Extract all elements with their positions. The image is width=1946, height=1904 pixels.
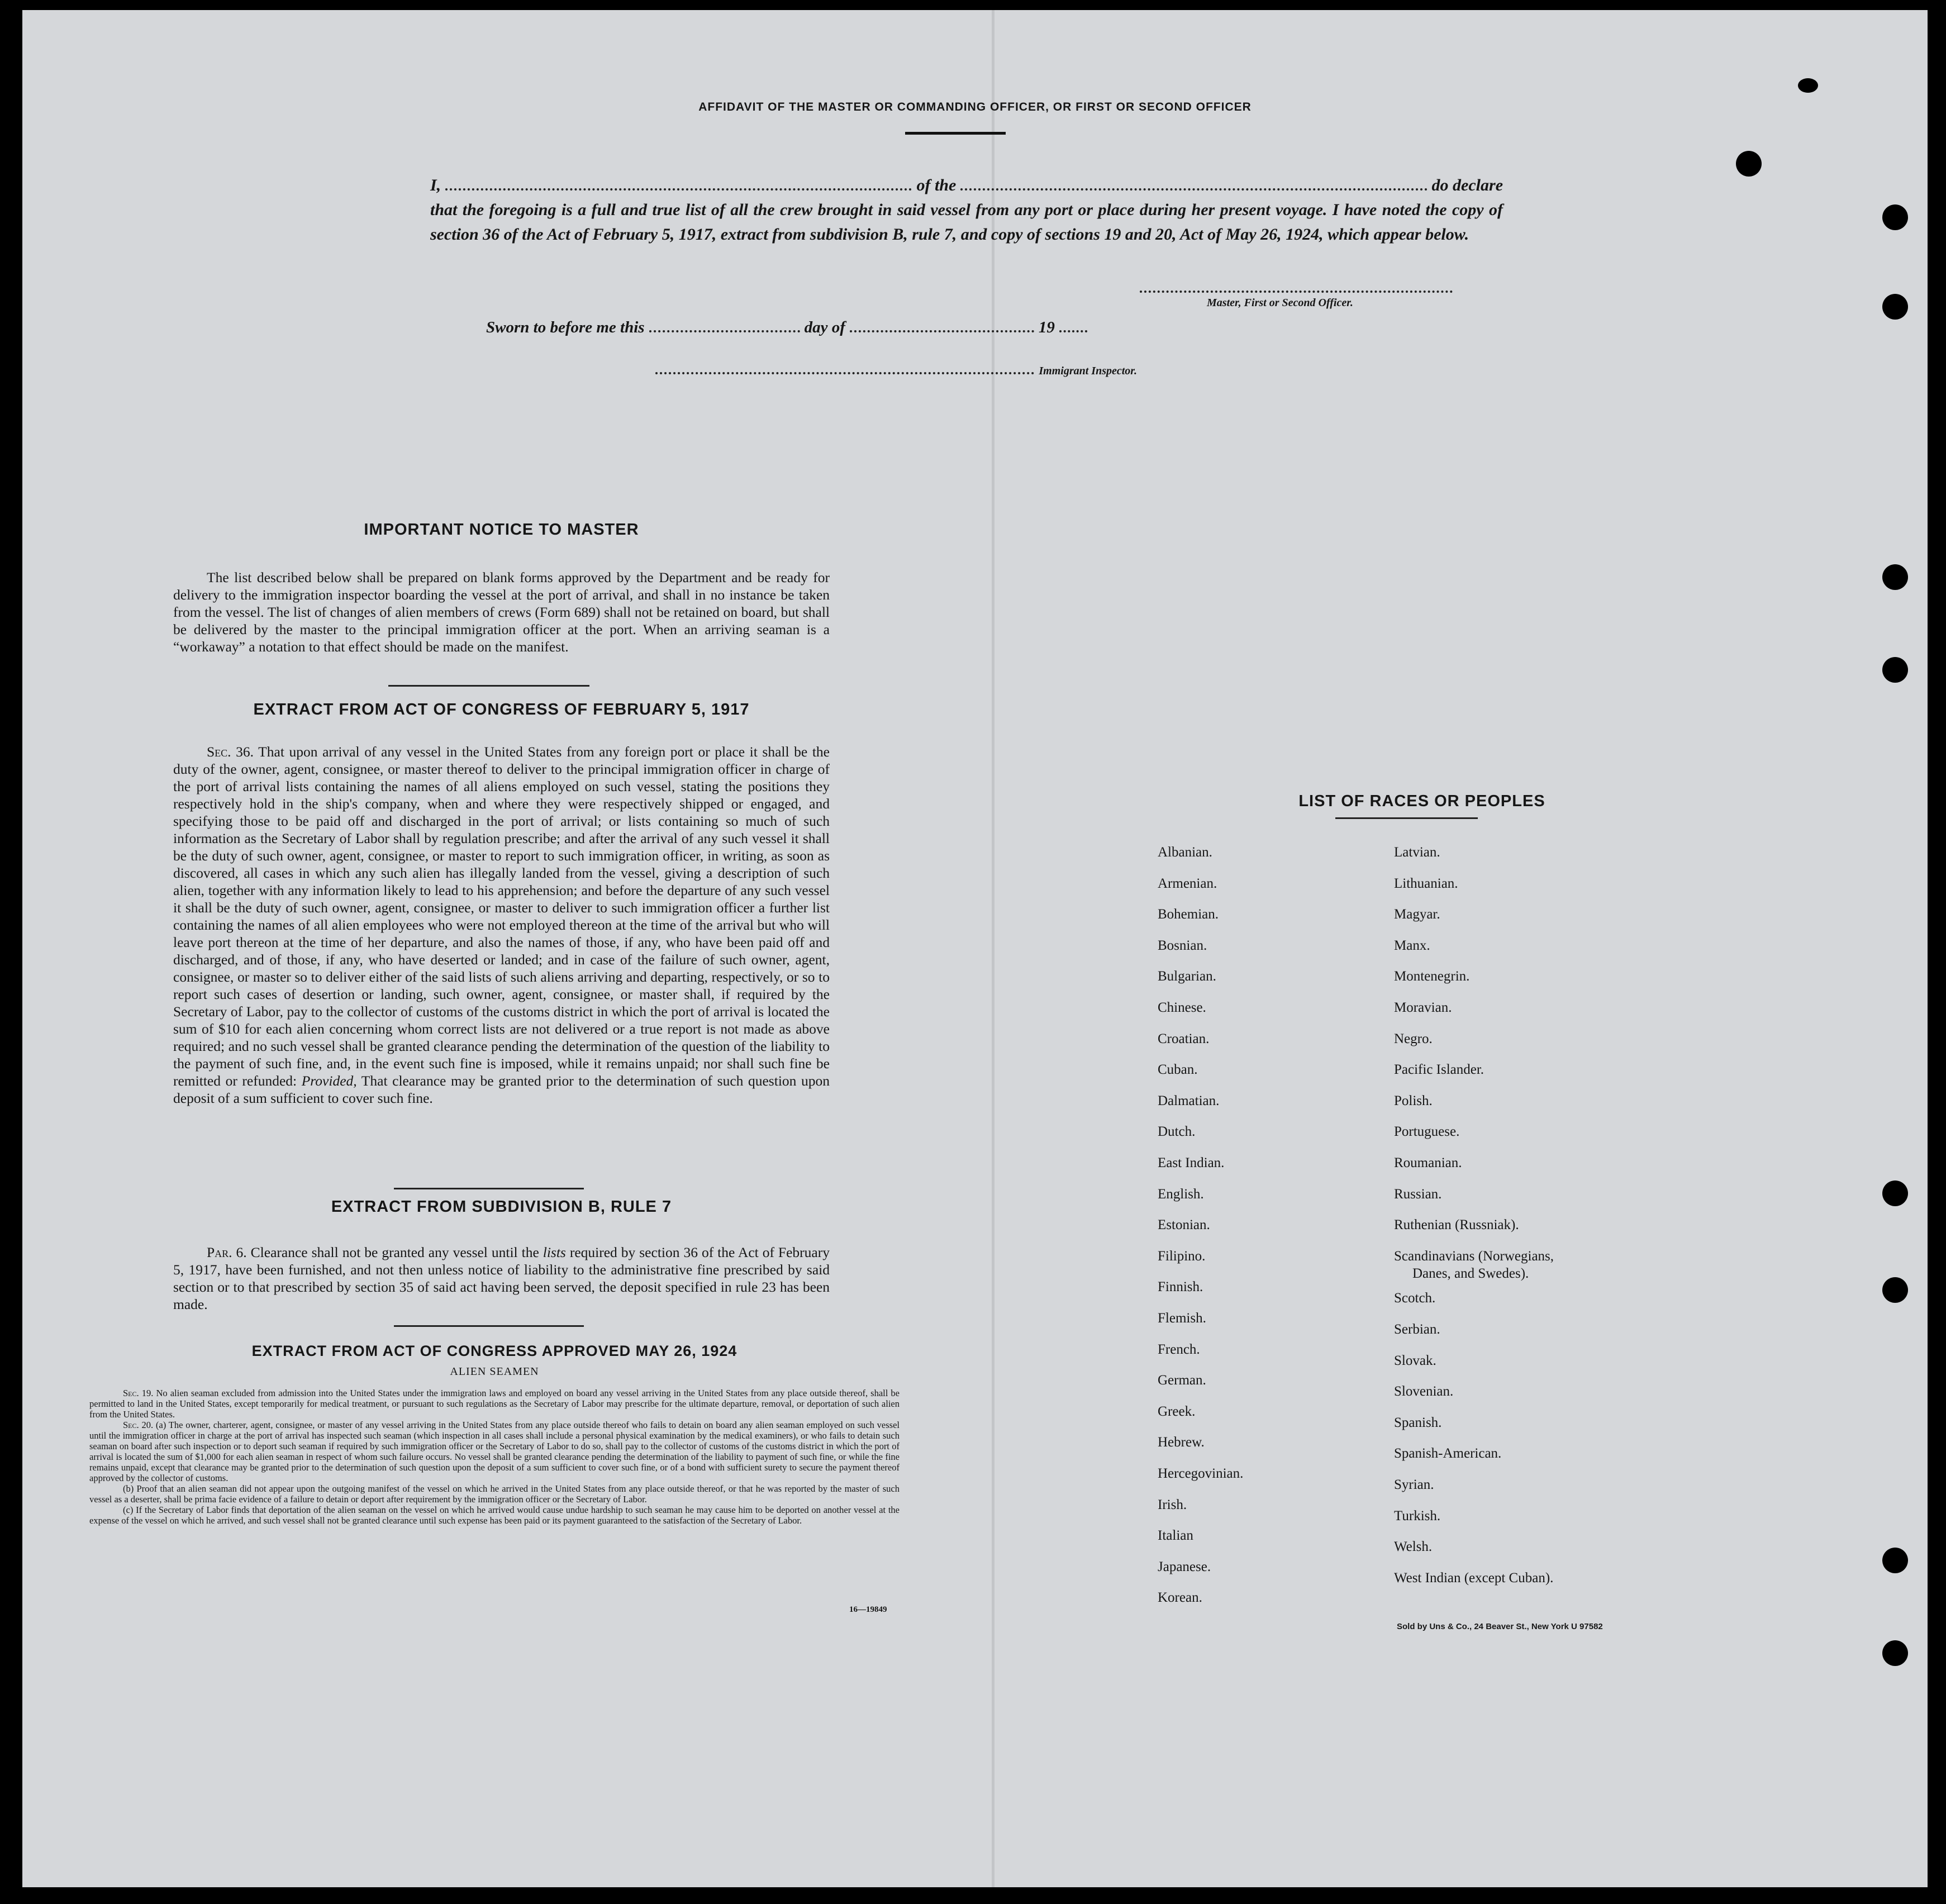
race-item: Japanese. [1158,1559,1211,1574]
signature-label: Master, First or Second Officer. [1207,297,1353,309]
notice-text: The list described below shall be prepared on blank forms approved by the Department and be ready for delivery to the immigration inspector boarding the vessel at the port of arrival, and shall in no instance be taken from the vessel. The list of changes of alien members of crews (Form 689) shall not be retained on board, but shall be delivered by the master to the principal immigration officer at the port. When an arriving seaman is a “workaway” a notation to that effect should be made on the manifest. [173,569,830,655]
race-item: Finnish. [1158,1279,1203,1295]
race-item: Estonian. [1158,1217,1210,1233]
affidavit-of-label: of the [916,176,957,194]
punch-hole [1882,657,1908,683]
race-item: Slovak. [1394,1353,1436,1368]
race-item: Roumanian. [1394,1155,1462,1170]
race-item: Pacific Islander. [1394,1062,1485,1078]
affidavit-rule [905,132,1006,135]
race-item: Serbian. [1394,1322,1440,1337]
race-item: Spanish-American. [1394,1446,1502,1462]
section-rule [394,1188,584,1189]
affidavit-first-line [430,173,1503,198]
race-item: English. [1158,1186,1204,1202]
race-item: Hebrew. [1158,1435,1205,1450]
punch-hole [1882,204,1908,230]
race-item: Syrian. [1394,1477,1434,1492]
form-sheet [22,10,1928,1887]
race-item: Chinese. [1158,1000,1206,1015]
affidavit-i-label: I, [430,176,441,194]
race-item: West Indian (except Cuban). [1394,1570,1554,1586]
extract-1924-title: EXTRACT FROM ACT OF CONGRESS APPROVED MAY 26, 1924 [251,1343,738,1359]
race-item: Magyar. [1394,907,1440,922]
page-fold [992,10,995,1887]
signature-blank[interactable] [1140,291,1453,293]
race-item: Scotch. [1394,1291,1436,1306]
sworn-prefix: Sworn to before me this [486,318,645,336]
race-item: French. [1158,1341,1200,1357]
race-item: Ruthenian (Russniak). [1394,1217,1519,1233]
punch-hole [1882,1181,1908,1206]
sworn-day-label: day of [804,318,845,336]
sec20b-text: (b) Proof that an alien seaman did not appear upon the outgoing manifest of the vessel on which he arrived in the United States from any place outside thereof, or that he was reported by the master of such vessel as a deserter, shall be prima facie evidence of a failure to detain or deport after requirement by the immigration officer or the Secretary of Labor. [89,1483,900,1505]
race-item: Danes, and Swedes). [1412,1265,1529,1281]
notice-title: IMPORTANT NOTICE TO MASTER [364,521,639,539]
provided-label: Provided, [301,1073,357,1089]
race-item: Slovenian. [1394,1384,1454,1400]
race-item: Croatian. [1158,1031,1210,1046]
inspector-line [651,365,1137,379]
sec20c-text: (c) If the Secretary of Labor finds that deportation of the alien seaman on the vessel on which he arrived would cause undue hardship to such seaman he may cause him to be deported on another vessel at the expense of the vessel on which he arrived, and such vessel shall not be granted clearance until such expense has been paid or its payment guaranteed to the satisfaction of the Secretary of Labor. [89,1505,900,1526]
inspector-blank[interactable] [655,372,1034,374]
sec20a-text: (a) The owner, charterer, agent, consignee, or master of any vessel arriving in the United States from any place outside thereof who fails to detain on board any alien seaman employed on such vessel until the immigration officer in charge at the port of arrival has inspected such seaman (which inspection in all cases shall include a personal physical examination by the medical examiners), or who fails to detain such seaman on board after such inspection or to deport such seaman if required by such immigration officer or the Secretary of Labor to do so, shall pay to the collector of customs of the customs district in which the port of arrival is located the sum of $1,000 for each alien seaman in respect of whom such failure occurs. No vessel shall be granted clearance pending the determination of the liability to payment of such fine, or while the fine remains unpaid, except that clearance may be granted prior to the determination of such question upon the deposit of a sum sufficient to cover such fine, or of a bond with sufficient surety to secure the payment thereof approved by the collector of customs. [89,1420,900,1483]
race-item: Welsh. [1394,1539,1433,1555]
race-item: East Indian. [1158,1155,1225,1170]
rule7-text-b: required by section 36 of the Act of February 5, 1917, have been furnished, and not then unless notice of liability to the administrative fine prescribed by said section or to that prescribed by section 35 of said act having been served, the deposit specified in rule 23 has been made. [173,1244,830,1312]
race-item: Korean. [1158,1590,1202,1606]
race-item: Greek. [1158,1403,1196,1419]
race-item: German. [1158,1373,1206,1388]
sec20-label: Sec. 20. [123,1420,154,1430]
extract-1924-subtitle: ALIEN SEAMEN [450,1365,539,1378]
race-item: Dutch. [1158,1124,1196,1140]
race-item: Bosnian. [1158,937,1207,953]
extract-1917-text [173,743,830,1107]
punch-hole [1882,1277,1908,1303]
lists-word: lists [543,1244,566,1260]
rule7-text [173,1244,830,1313]
races-title: LIST OF RACES OR PEOPLES [1298,792,1545,810]
affidavit-declare-label: do declare [1431,176,1503,194]
punch-hole [1882,1548,1908,1573]
race-item: Negro. [1394,1031,1433,1046]
race-item: Bohemian. [1158,907,1219,922]
races-rule [1335,817,1478,819]
race-item: Scandinavians (Norwegians, [1394,1248,1554,1264]
race-item: Russian. [1394,1186,1442,1202]
affidavit-statement [430,173,1503,247]
race-item: Hercegovinian. [1158,1466,1244,1481]
race-item: Bulgarian. [1158,969,1216,984]
race-item: Filipino. [1158,1248,1206,1264]
affidavit-body: that the foregoing is a full and true list of all the crew brought in said vessel from any port or place during her present voyage. I have noted the copy of section 36 of the Act of February 5, 1917, extract from subdivision B, rule 7, and copy of sections 19 and 20, Act of May 26, 1924, which appear below. [430,201,1503,244]
race-item: Latvian. [1394,845,1440,860]
inspector-label: Immigrant Inspector. [1039,365,1137,377]
race-item: Albanian. [1158,845,1212,860]
punch-hole [1736,151,1762,177]
race-item: Spanish. [1394,1415,1442,1430]
sec20a-paragraph [89,1420,900,1483]
sworn-line [486,318,1184,337]
sworn-year-label: 19 [1038,318,1055,336]
extract-1917-title: EXTRACT FROM ACT OF CONGRESS OF FEBRUARY 5, 1917 [253,701,750,718]
affidavit-title: AFFIDAVIT OF THE MASTER OR COMMANDING OFFICER, OR FIRST OR SECOND OFFICER [698,101,1252,113]
extract-1924-text [89,1388,900,1526]
race-item: Flemish. [1158,1311,1206,1326]
vessel-blank[interactable] [960,188,1427,191]
section-rule [394,1325,584,1327]
race-item: Italian [1158,1528,1193,1544]
name-blank[interactable] [445,188,912,191]
sec36-text: That upon arrival of any vessel in the United States from any foreign port or place it shall be the duty of the owner, agent, consignee, or master thereof to deliver to the principal immigration officer in charge of the port of arrival lists containing the names of all aliens employed on such vessel, stating the positions they respectively hold in the ship's company, when and where they were respectively shipped or engaged, and specifying those to be paid off and discharged in the port of arrival; or lists containing so much of such information as the Secretary of Labor shall by regulation prescribe; and after the arrival of any such vessel it shall be the duty of such owner, agent, consignee, or master to report to such immigration officer, in writing, as soon as discovered, all cases in which any such alien has illegally landed from the vessel, giving a description of such alien, together with any information likely to lead to his apprehension; and before the departure of any such vessel it shall be the duty of such owner, agent, consignee, or master to deliver to such immigration officer a further list containing the names of all alien employees who were not employed thereon at the time of the arrival but who will leave port thereon at the time of her departure, and also the names of those, if any, who have been paid off and discharged, and of those, if any, who have deserted or landed; and in case of the failure of such owner, agent, consignee, or master so to deliver either of the said lists of such aliens arriving and departing, respectively, or so to report such cases of desertion or landing, such owner, agent, consignee, or master shall, if required by the Secretary of Labor, pay to the collector of customs of the customs district in which the port of arrival is located the sum of $10 for each alien concerning whom correct lists are not delivered or a true report is not made as above required; and no such vessel shall be granted clearance pending the determination of the question of the liability to the payment of such fine, and, in the event such fine is imposed, while it remains unpaid; nor shall such fine be remitted or refunded: [173,744,830,1089]
sworn-day-blank[interactable] [649,330,800,332]
sworn-month-blank[interactable] [850,330,1034,332]
race-item: Dalmatian. [1158,1093,1220,1108]
sec19-text: No alien seaman excluded from admission into the United States under the immigration laws and employed on board any vessel arriving in the United States from any place outside thereof, shall be permitted to land in the United States, except temporarily for medical treatment, or pursuant to such regulations as the Secretary of Labor may prescribe for the ultimate departure, removal, or deportation of such alien from the United States. [89,1388,900,1420]
form-number: 16—19849 [849,1605,887,1614]
punch-hole [1882,294,1908,320]
par6-label: Par. 6. [207,1244,247,1260]
race-item: Moravian. [1394,1000,1452,1015]
sec19-paragraph [89,1388,900,1420]
punch-hole [1882,564,1908,590]
race-item: Polish. [1394,1093,1433,1108]
section-rule [388,685,589,687]
sec36-label: Sec. 36. [207,744,254,760]
race-item: Irish. [1158,1497,1187,1512]
sec19-label: Sec. 19. [123,1388,154,1398]
race-item: Armenian. [1158,875,1217,891]
race-item: Turkish. [1394,1508,1441,1524]
race-item: Manx. [1394,937,1430,953]
rule7-title: EXTRACT FROM SUBDIVISION B, RULE 7 [331,1198,672,1216]
sold-by-imprint: Sold by Uns & Co., 24 Beaver St., New York U 97582 [1397,1622,1603,1631]
punch-hole [1882,1640,1908,1666]
punch-hole [1798,78,1818,93]
race-item: Montenegrin. [1394,969,1470,984]
rule7-text-a: Clearance shall not be granted any vessel until the [250,1244,539,1260]
race-item: Lithuanian. [1394,875,1458,891]
sworn-year-blank[interactable] [1059,330,1087,332]
race-item: Portuguese. [1394,1124,1460,1140]
sec36-text-end: That clearance may be granted prior to the determination of such question upon deposit of a sum sufficient to cover such fine. [173,1073,830,1106]
race-item: Cuban. [1158,1062,1198,1078]
